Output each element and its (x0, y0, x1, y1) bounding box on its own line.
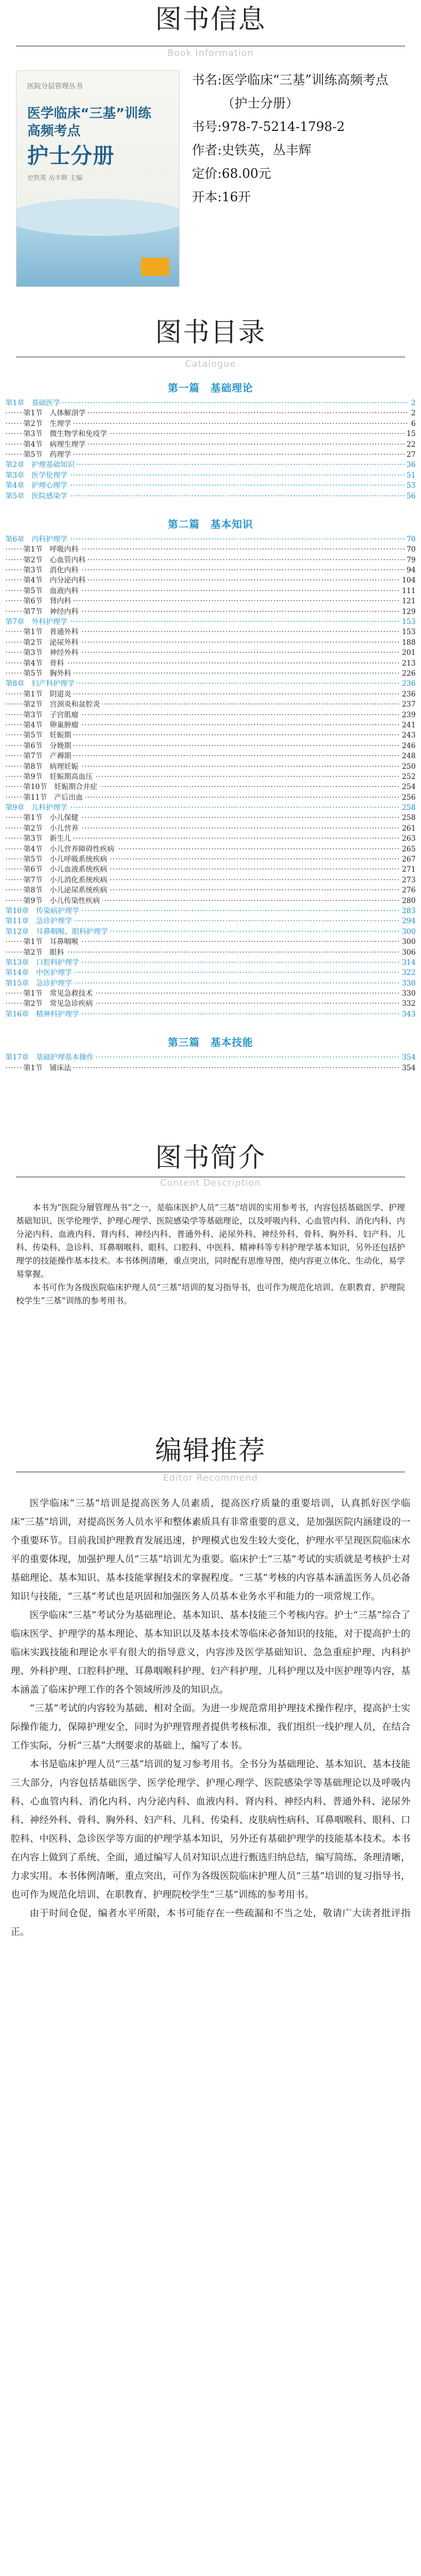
toc-entry-label: 第3节 子宫肌瘤 (23, 710, 80, 720)
toc-section-entry (0, 450, 421, 460)
toc-entry-label: 第1节 人体解剖学 (23, 408, 88, 419)
toc-entry-page: 153 (400, 617, 416, 627)
toc-section-entry (0, 627, 421, 637)
toc-section-entry (0, 731, 421, 741)
toc-entry-page: 53 (404, 481, 416, 491)
toc-entry-page: 236 (400, 690, 416, 700)
toc-entry-page: 6 (409, 419, 416, 429)
toc-entry-label: 第8节 病理妊娠 (23, 762, 80, 772)
toc-section-entry (0, 669, 421, 679)
book-info-heading-en: Book Information (167, 48, 254, 59)
toc-entry-label: 第5节 小儿呼吸系统疾病 (23, 855, 109, 865)
toc-section-entry (0, 793, 421, 803)
toc-entry-label: 第9节 妊娠期高血压 (23, 772, 95, 782)
toc-entry-page: 267 (400, 855, 416, 865)
toc-section-entry (0, 1063, 421, 1073)
recommend-header (0, 1430, 421, 1494)
toc-chapter-entry (0, 1010, 421, 1020)
toc-section-entry (0, 896, 421, 906)
toc-entry-page: 79 (404, 555, 416, 565)
toc-entry-page: 2 (409, 408, 416, 419)
meta-format-value: 16开 (222, 190, 251, 204)
toc-entry-label: 第9节 小儿传染性疾病 (23, 896, 102, 906)
toc-section-entry (0, 762, 421, 772)
toc-entry-label: 第7节 产褥期 (23, 751, 74, 761)
toc-entry-label: 第11章 急诊护理学 (5, 916, 74, 926)
toc-section-entry (0, 545, 421, 555)
toc-entry-page: 322 (400, 968, 416, 978)
toc-entry-page: 111 (400, 586, 416, 596)
toc-chapter-entry (0, 803, 421, 813)
meta-format-label: 开本: (192, 190, 222, 204)
toc-section-entry (0, 999, 421, 1009)
toc-section-entry (0, 419, 421, 429)
toc-section-entry (0, 700, 421, 710)
recommend-heading-en: Editor Recommend (163, 1473, 258, 1484)
intro-heading-en: Content Description (160, 1178, 261, 1189)
toc-entry-page: 248 (400, 751, 416, 761)
toc-entry-page: 343 (400, 1010, 416, 1020)
toc-entry-page: 236 (400, 679, 416, 689)
book-cover-image (16, 70, 180, 287)
meta-title-value: 医学临床“三基”训练高频考点（护士分册） (222, 72, 388, 111)
toc-entry-label: 第5节 药理学 (23, 450, 74, 460)
intro-paragraph: 本书可作为各级医院临床护理人员“三基”培训的复习指导书，也可作为规范化培训、在职教育、护理院校学生“三基”训练的参考用书。 (16, 1283, 405, 1306)
book-info-header (0, 0, 421, 64)
toc-chapter-entry (0, 491, 421, 502)
toc-section-entry (0, 690, 421, 700)
toc-section-entry (0, 824, 421, 834)
meta-author-row (192, 138, 410, 162)
toc-entry-page: 314 (400, 958, 416, 968)
toc-entry-label: 第3节 消化内科 (23, 565, 80, 576)
toc-entry-label: 第17章 基础护理基本操作 (5, 1053, 96, 1063)
toc-entry-label: 第7章 外科护理学 (5, 617, 70, 627)
toc-chapter-entry (0, 927, 421, 937)
meta-price-label: 定价: (192, 166, 222, 181)
toc-entry-page: 237 (400, 700, 416, 710)
intro-heading: 图书简介 (155, 1142, 266, 1174)
cover-series: 医院分层管理丛书 (27, 83, 83, 91)
toc-entry-label: 第10章 传染病护理学 (5, 906, 82, 916)
toc-section-entry (0, 576, 421, 586)
meta-title-row (192, 68, 410, 115)
toc-entry-page: 256 (400, 793, 416, 803)
meta-author-label: 作者: (192, 143, 222, 158)
toc-part-gap (0, 1020, 421, 1032)
recommend-paragraph: “三基”考试的内容较为基础、相对全面。为进一步规范常用护理技术操作程序，提高护士实际操作能力，保障护理安全，同时为护理管理者提供考核标准，我们组织一线护理人员，在结合工作实际，分析“三基”大纲要求的基础上，编写了本书。 (11, 1703, 410, 1752)
toc-entry-page: 354 (400, 1063, 416, 1073)
toc-entry-page: 104 (400, 576, 416, 586)
toc-entry-label: 第5节 妊娠期 (23, 731, 74, 741)
meta-title-label: 书名: (192, 72, 222, 87)
toc-entry-page: 243 (400, 731, 416, 741)
toc-entry-label: 第4节 卵巢肿瘤 (23, 720, 80, 731)
toc-entry-label: 第2节 眼科 (23, 948, 66, 958)
toc-section-entry (0, 937, 421, 947)
toc-entry-page: 241 (400, 720, 416, 731)
toc-section-entry (0, 720, 421, 731)
toc-entry-label: 第5节 血液内科 (23, 586, 80, 596)
toc-entry-label: 第4章 护理心理学 (5, 481, 70, 491)
cover-badge-icon (141, 258, 169, 276)
toc-entry-page: 258 (400, 803, 416, 813)
toc-section-entry (0, 865, 421, 875)
toc-entry-page: 250 (400, 762, 416, 772)
toc-entry-label: 第7节 小儿消化系统疾病 (23, 875, 109, 885)
toc-section-entry (0, 751, 421, 761)
toc-leader-dots (5, 659, 416, 669)
toc-entry-label: 第2节 心血管内科 (23, 555, 88, 565)
toc-chapter-entry (0, 460, 421, 470)
toc-section-entry (0, 710, 421, 720)
toc-entry-page: 213 (400, 659, 416, 669)
recommend-heading: 编辑推荐 (155, 1435, 266, 1466)
toc-chapter-entry (0, 916, 421, 926)
toc-section-entry (0, 782, 421, 792)
meta-price-row (192, 162, 410, 185)
toc-entry-label: 第3节 新生儿 (23, 834, 74, 844)
toc-section-entry (0, 834, 421, 844)
toc-entry-label: 第8章 妇产科护理学 (5, 679, 77, 689)
toc-entry-page: 70 (404, 535, 416, 545)
toc-entry-label: 第10节 妊娠期合并症 (23, 782, 100, 792)
toc-entry-label: 第6章 内科护理学 (5, 535, 70, 545)
toc-entry-label: 第4节 小儿营养障碍性疾病 (23, 844, 117, 855)
toc-chapter-entry (0, 617, 421, 627)
intro-paragraph: 本书为“医院分層管理丛书”之一，是临床医护人员“三基”培训的实用参考书，内容包括基础医学、护理基础知识、医学伦理学、护理心理学、医院感染学等基础理论，以及呼吸内科、心血管内科、消化内科、内分泌内科、血液内科、肾内科、神经内科、普通外科、泌尿外科、神经外科、骨科、胸外科、妇产科、儿科、传染科、急诊科、耳鼻咽喉科、眼科、口腔科、中医科、精神科等专科护理学基本知识，另外还包括护理学的技能操作基本技术。本书体例清晰，重点突出，同时配有思维导图，使内容更立体化、生动化，易学易掌握。 (16, 1203, 405, 1279)
toc-section-entry (0, 741, 421, 751)
toc-chapter-entry (0, 1053, 421, 1063)
toc-entry-label: 第5节 胸外科 (23, 669, 74, 679)
toc-section-entry (0, 772, 421, 782)
toc-entry-label: 第1节 阴道炎 (23, 690, 74, 700)
toc-entry-label: 第9章 儿科护理学 (5, 803, 70, 813)
cover-wave-decoration (16, 199, 180, 236)
toc-entry-label: 第11节 产后出血 (23, 793, 85, 803)
meta-isbn-label: 书号: (192, 119, 222, 134)
recommend-paragraph: 医学临床“三基”考试分为基础理论、基本知识、基本技能三个考核内容。护士“三基”综合了临床医学、护理学的基本理论、基本知识以及基本技术等临床必备知识的技能，对于提高护士的临床实践技能和理论水平有很大的指导意义，内容涉及医学基础知识、急急重症护理、内科护理、外科护理、口腔科护理、耳鼻咽喉科护理、妇产科护理、儿科护理以及中医护理等内容，基本涵盖了临床护理工作的各个领域所涉及的知识点。 (11, 1610, 410, 1696)
toc-entry-page: 15 (404, 429, 416, 439)
toc-entry-page: 258 (400, 813, 416, 823)
cover-title-line2: 高频考点 (27, 123, 81, 138)
toc-entry-label: 第8节 小儿泌尿系统疾病 (23, 885, 109, 896)
toc-heading-en: Catalogue (185, 359, 236, 370)
toc-part-title: 第三篇 基本技能 (167, 1037, 253, 1049)
toc-entry-label: 第1节 常见急救技术 (23, 989, 95, 999)
toc-section-entry (0, 948, 421, 958)
toc-entry-label: 第2节 常见急诊疾病 (23, 999, 95, 1009)
toc-heading: 图书目录 (155, 317, 266, 348)
toc-entry-page: 261 (400, 824, 416, 834)
meta-price-value: 68.00元 (222, 166, 271, 181)
toc-section-entry (0, 565, 421, 576)
toc-entry-page: 306 (400, 948, 416, 958)
toc-entry-page: 271 (400, 865, 416, 875)
toc-entry-page: 254 (400, 782, 416, 792)
toc-entry-page: 263 (400, 834, 416, 844)
toc-entry-label: 第2节 宫颈炎和盆腔炎 (23, 700, 102, 710)
toc-entry-label: 第3章 医学伦理学 (5, 471, 70, 481)
toc-entry-label: 第1章 基础医学 (5, 398, 62, 408)
toc-entry-label: 第6节 肾内科 (23, 596, 74, 606)
recommend-body (0, 1494, 421, 1941)
toc-entry-page: 226 (400, 669, 416, 679)
toc-entry-page: 294 (400, 916, 416, 926)
toc-entry-page: 94 (404, 565, 416, 576)
toc-section-entry (0, 648, 421, 658)
cover-title-line3: 护士分册 (27, 144, 115, 168)
toc-section-entry (0, 875, 421, 885)
toc-entry-label: 第12章 耳鼻咽喉、眼科护理学 (5, 927, 110, 937)
toc-entry-label: 第2节 泌尿外科 (23, 638, 80, 648)
toc-chapter-entry (0, 906, 421, 916)
toc-entry-page: 273 (400, 875, 416, 885)
intro-header (0, 1137, 421, 1201)
toc-entry-page: 51 (404, 471, 416, 481)
toc-entry-page: 22 (404, 440, 416, 450)
toc-entry-page: 121 (400, 596, 416, 606)
toc-entry-label: 第1节 耳鼻咽喉 (23, 937, 80, 947)
toc-chapter-entry (0, 471, 421, 481)
toc-entry-label: 第2节 小儿营养 (23, 824, 80, 834)
toc-entry-page: 188 (400, 638, 416, 648)
intro-body (0, 1201, 421, 1308)
toc-section-entry (0, 607, 421, 617)
toc-entry-label: 第5章 医院感染学 (5, 491, 70, 502)
toc-section-entry (0, 855, 421, 865)
toc-chapter-entry (0, 968, 421, 978)
toc-entry-page: 27 (404, 450, 416, 460)
toc-section-entry (0, 844, 421, 855)
toc-leader-dots (5, 398, 416, 408)
spacer (0, 1308, 421, 1430)
toc-entry-page: 330 (400, 989, 416, 999)
book-info-section (0, 64, 421, 314)
toc-entry-page: 354 (400, 1053, 416, 1063)
toc-header (0, 314, 421, 378)
toc-section-entry (0, 885, 421, 896)
toc-entry-label: 第1节 呼吸内科 (23, 545, 80, 555)
cover-title-line1: 医学临床“三基”训练 (27, 105, 151, 121)
meta-isbn-row (192, 115, 410, 138)
toc-chapter-entry (0, 481, 421, 491)
toc-part-title: 第二篇 基本知识 (167, 518, 253, 530)
toc-entry-label: 第4节 骨科 (23, 659, 66, 669)
toc-entry-label: 第4节 内分泌内科 (23, 576, 88, 586)
toc-entry-page: 300 (400, 937, 416, 947)
toc-section-entry (0, 813, 421, 823)
toc-section-entry (0, 408, 421, 419)
toc-entry-page: 239 (400, 710, 416, 720)
toc-entry-label: 第16章 精神科护理学 (5, 1010, 82, 1020)
toc-entry-page: 70 (404, 545, 416, 555)
toc-entry-label: 第1节 铺床法 (23, 1063, 74, 1073)
toc-entry-label: 第4节 病理生理学 (23, 440, 88, 450)
toc-entry-page: 129 (400, 607, 416, 617)
toc-entry-page: 2 (409, 398, 416, 408)
toc-entry-label: 第3节 微生物学和免疫学 (23, 429, 109, 439)
toc-entry-label: 第1节 小儿保健 (23, 813, 80, 823)
toc-chapter-entry (0, 958, 421, 968)
toc-entry-page: 280 (400, 896, 416, 906)
toc-entry-page: 252 (400, 772, 416, 782)
toc-section-entry (0, 596, 421, 606)
cover-editors: 史铁英 丛丰辉 主编 (27, 174, 83, 182)
toc-entry-page: 332 (400, 999, 416, 1009)
table-of-contents (0, 378, 421, 1073)
toc-leader-dots (5, 948, 416, 958)
meta-isbn-value: 978-7-5214-1798-2 (222, 119, 345, 134)
toc-section-entry (0, 429, 421, 439)
toc-entry-page: 56 (404, 491, 416, 502)
toc-entry-page: 36 (404, 460, 416, 470)
toc-entry-page: 246 (400, 741, 416, 751)
toc-entry-label: 第6节 分娩期 (23, 741, 74, 751)
toc-entry-label: 第2节 生理学 (23, 419, 74, 429)
toc-entry-label: 第7节 神经内科 (23, 607, 80, 617)
toc-entry-page: 276 (400, 885, 416, 896)
spacer (0, 1073, 421, 1137)
toc-part-gap (0, 502, 421, 514)
toc-entry-page: 283 (400, 906, 416, 916)
toc-entry-page: 300 (400, 927, 416, 937)
recommend-paragraph: 由于时间仓促，编者水平所限，本书可能存在一些疏漏和不当之处，敬请广大读者批评指正。 (11, 1908, 410, 1938)
toc-entry-label: 第1节 普通外科 (23, 627, 80, 637)
toc-entry-page: 265 (400, 844, 416, 855)
toc-entry-label: 第3节 神经外科 (23, 648, 80, 658)
toc-section-entry (0, 586, 421, 596)
toc-chapter-entry (0, 535, 421, 545)
toc-entry-page: 201 (400, 648, 416, 658)
toc-entry-label: 第15章 急诊护理学 (5, 979, 74, 989)
toc-section-entry (0, 555, 421, 565)
toc-part-title: 第一篇 基础理论 (167, 382, 253, 394)
recommend-paragraph: 本书是临床护理人员“三基”培训的复习参考用书。全书分为基础理论、基本知识、基本技能三大部分，内容包括基础医学、医学伦理学、护理心理学、医院感染学等基础理论以及呼吸内科、心血管内科、消化内科、内分泌内科、血液内科、肾内科、神经内科、普通外科、泌尿外科、神经外科、骨科、胸外科、妇产科、儿科、传染科、皮肤病性病科、耳鼻咽喉科、眼科、口腔科、中医科、急诊医学等方面的护理学基本知识，另外还有基础护理学的技能基本技术。本书在内容上做到了系统、全面，通过编写人员对知识点进行甄选归纳总结，编写简练、条理清晰，力求实用。本书体例清晰，重点突出，可作为各级医院临床护理人员“三基”培训的复习指导书，也可作为规范化培训、在职教育、护理院校学生“三基”训练的参考用书。 (11, 1759, 410, 1901)
recommend-paragraph: 医学临床“三基”培训是提高医务人员素质，提高医疗质量的重要培训，认真抓好医学临床“三基”培训，对提高医务人员水平和整体素质具有非常重要的意义，是加强医院内涵建设的一个重要环节。目前我国护理教育发展迅速，护理模式也发生较大变化，护理水平呈现医院临床水平的重要体现，加强护理人员“三基”培训尤为重要。临床护士“三基”考试的实质就是考核护士对基础理论、基本知识、基本技能掌握技术的掌握程度。“三基”考核的内容基本涵盖医务人员必备知识与技能，“三基”考试也是巩固和加强医务人员基本业务水平和能力的一项常规工作。 (11, 1498, 410, 1603)
meta-format-row (192, 185, 410, 209)
meta-author-value: 史铁英，丛丰辉 (222, 143, 312, 158)
toc-chapter-entry (0, 398, 421, 408)
toc-section-entry (0, 989, 421, 999)
toc-section-entry (0, 440, 421, 450)
toc-entry-label: 第6节 小儿血液系统疾病 (23, 865, 109, 875)
toc-chapter-entry (0, 679, 421, 689)
toc-section-entry (0, 638, 421, 648)
toc-section-entry (0, 659, 421, 669)
book-meta (192, 68, 410, 209)
toc-chapter-entry (0, 979, 421, 989)
toc-entry-label: 第14章 中医护理学 (5, 968, 74, 978)
book-info-heading: 图书信息 (155, 4, 266, 35)
toc-entry-label: 第13章 口腔科护理学 (5, 958, 82, 968)
toc-entry-page: 330 (400, 979, 416, 989)
toc-entry-label: 第2章 护理基础知识 (5, 460, 77, 470)
toc-entry-page: 153 (400, 627, 416, 637)
